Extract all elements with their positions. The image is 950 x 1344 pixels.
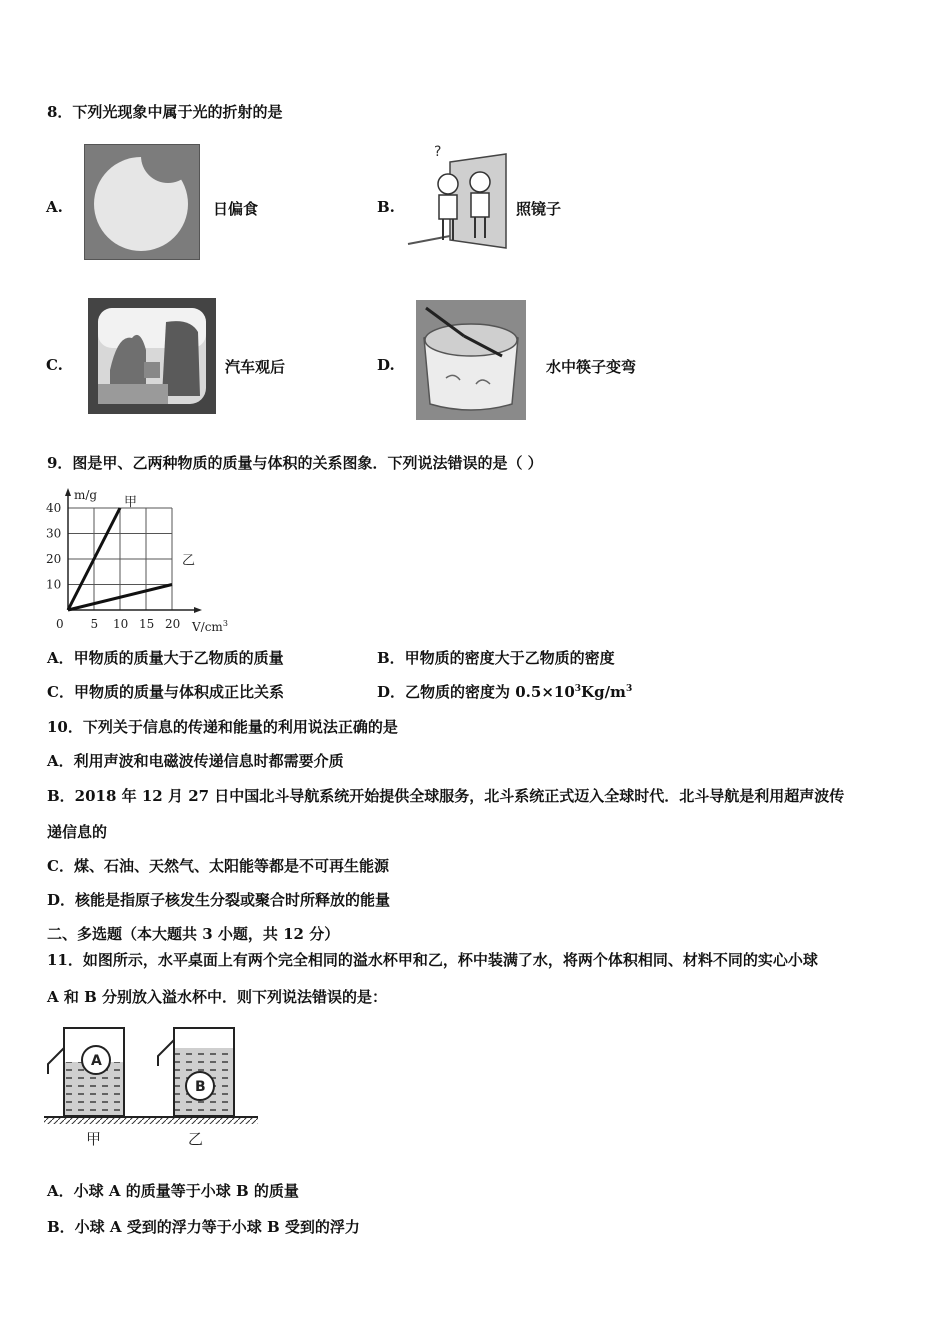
q10-option-b-line1: B．2018 年 12 月 27 日中国北斗导航系统开始提供全球服务，北斗系统正式迈入全球时代．北斗导航是利用超声波传 [47, 787, 845, 805]
x-tick-label: 15 [139, 617, 155, 631]
y-axis-label: m/g [74, 488, 98, 502]
solar-eclipse-photo [84, 144, 200, 260]
series-label-jia: 甲 [124, 495, 138, 510]
y-tick-label: 20 [46, 552, 62, 566]
cup-left-label: 甲 [86, 1130, 102, 1148]
q11-option-a: A．小球 A 的质量等于小球 B 的质量 [47, 1182, 299, 1200]
q8-option-b-letter: B. [377, 198, 395, 216]
car-mirror-photo [88, 298, 216, 414]
mass-volume-chart [40, 484, 250, 642]
q8-option-c-caption: 汽车观后 [225, 358, 286, 376]
q11-option-b: B．小球 A 受到的浮力等于小球 B 受到的浮力 [47, 1218, 360, 1236]
x-tick-label: 5 [90, 617, 99, 631]
q8-option-d-letter: D. [377, 356, 395, 374]
q11-stem-line2: A 和 B 分别放入溢水杯中．则下列说法错误的是： [47, 988, 387, 1006]
y-axis-arrow [65, 488, 71, 496]
q10-option-a: A．利用声波和电磁波传递信息时都需要介质 [47, 752, 344, 770]
series-label-yi: 乙 [182, 553, 196, 569]
q9-option-c: C．甲物质的质量与体积成正比关系 [47, 683, 284, 701]
q9-option-d-exponent: 3 [574, 684, 582, 694]
section-heading: 二、多选题（本大题共 3 小题，共 12 分） [47, 925, 340, 943]
q9-option-b: B．甲物质的密度大于乙物质的密度 [377, 649, 615, 667]
q10-option-d: D．核能是指原子核发生分裂或聚合时所释放的能量 [47, 891, 391, 909]
q8-option-a-caption: 日偏食 [213, 200, 259, 218]
x-axis-label-exponent: 3 [222, 619, 228, 628]
q8-option-a-letter: A. [46, 198, 63, 216]
y-tick-label: 10 [46, 577, 62, 592]
q9-option-d [377, 682, 632, 702]
ball-b-label: B [195, 1079, 206, 1095]
q10-option-b-line2: 递信息的 [47, 823, 108, 841]
x-axis-arrow [194, 607, 202, 613]
y-tick-label: 30 [46, 526, 62, 541]
q9-stem: 9．图是甲、乙两种物质的质量与体积的关系图象．下列说法错误的是（ ） [47, 454, 543, 472]
chart-lines [68, 495, 195, 610]
svg-text:?: ? [434, 144, 442, 160]
ball-a-label: A [91, 1053, 102, 1069]
q10-stem: 10．下列关于信息的传递和能量的利用说法正确的是 [47, 718, 398, 736]
q9-option-d-unit-exponent: 3 [625, 684, 633, 694]
mirror-cartoon [406, 140, 510, 252]
q9-option-a: A．甲物质的质量大于乙物质的质量 [47, 649, 284, 667]
q8-option-c-letter: C. [46, 356, 63, 374]
x-tick-label: 20 [165, 617, 181, 631]
q8-stem: 8．下列光现象中属于光的折射的是 [47, 103, 283, 121]
q11-stem-line1: 11．如图所示，水平桌面上有两个完全相同的溢水杯甲和乙，杯中装满了水，将两个体积相同、材料不同的实心小球 [47, 951, 818, 969]
q8-option-b-caption: 照镜子 [516, 200, 562, 218]
overflow-cups-figure [40, 1018, 266, 1158]
x-tick-label: 10 [113, 617, 129, 631]
q10-option-c: C．煤、石油、天然气、太阳能等都是不可再生能源 [47, 857, 389, 875]
chart-grid [68, 508, 172, 610]
q9-option-d-text: D．乙物质的密度为 0.5×10 [377, 683, 575, 701]
cup-right-label: 乙 [188, 1130, 204, 1148]
chopstick-in-bowl-photo [416, 300, 526, 420]
y-tick-label: 40 [46, 501, 62, 515]
x-axis-label-text: V/cm [192, 620, 223, 634]
q8-option-d-caption: 水中筷子变弯 [546, 358, 637, 376]
x-axis-label [191, 619, 228, 634]
x-tick-label: 0 [56, 617, 64, 631]
q9-option-d-unit: Kg/m [581, 683, 626, 701]
